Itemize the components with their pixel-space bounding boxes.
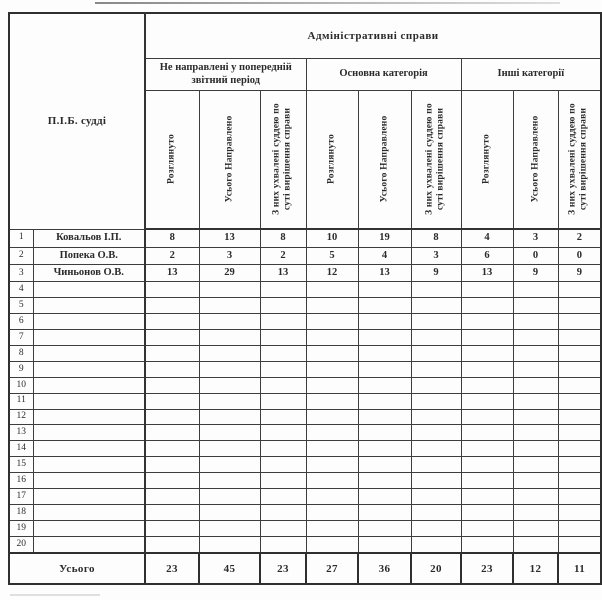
cell-value: 29 (199, 265, 260, 282)
cell-value (358, 441, 411, 457)
table-row (9, 330, 601, 346)
cell-value (411, 314, 461, 330)
cell-value (411, 504, 461, 520)
cell-value (306, 346, 358, 362)
vertical-label: Усього Направлено (378, 115, 389, 203)
total-value: 20 (411, 553, 461, 584)
cell-value: 0 (558, 247, 601, 264)
cell-value (513, 425, 558, 441)
cell-value (260, 298, 306, 314)
cell-value (358, 457, 411, 473)
total-value: 36 (358, 553, 411, 584)
cell-value (306, 282, 358, 298)
table-row (9, 265, 601, 282)
cell-value (461, 425, 513, 441)
table-row (9, 489, 601, 505)
cell-value (145, 489, 199, 505)
cell-value (513, 473, 558, 489)
cell-value (461, 536, 513, 553)
table-row (9, 473, 601, 489)
cell-value (411, 425, 461, 441)
judge-name: Попека О.В. (33, 247, 145, 264)
vertical-label: З них ухвалені суддею по суті вирішення справи (271, 103, 294, 216)
cell-value (513, 409, 558, 425)
cell-value (260, 377, 306, 393)
cell-value: 13 (461, 265, 513, 282)
judge-name (33, 425, 145, 441)
cell-value (558, 457, 601, 473)
cell-value (461, 441, 513, 457)
cell-value (145, 314, 199, 330)
cell-value: 9 (513, 265, 558, 282)
cell-value (145, 425, 199, 441)
cell-value (306, 504, 358, 520)
cell-value (145, 377, 199, 393)
cell-value (145, 298, 199, 314)
cell-value (461, 409, 513, 425)
cell-value (306, 298, 358, 314)
cell-value: 10 (306, 229, 358, 247)
cell-value (461, 314, 513, 330)
total-value: 11 (558, 553, 601, 584)
cell-value (411, 298, 461, 314)
row-number: 1 (9, 229, 33, 247)
table-body (9, 229, 601, 553)
cell-value (411, 282, 461, 298)
cell-value (513, 536, 558, 553)
cell-value: 19 (358, 229, 411, 247)
cell-value (558, 441, 601, 457)
cell-value: 13 (358, 265, 411, 282)
cell-value (513, 520, 558, 536)
cell-value (558, 409, 601, 425)
table-row (9, 457, 601, 473)
cell-value (558, 536, 601, 553)
cell-value: 6 (461, 247, 513, 264)
cell-value: 3 (199, 247, 260, 264)
cell-value (199, 425, 260, 441)
cell-value (306, 457, 358, 473)
row-number: 3 (9, 265, 33, 282)
table-row (9, 361, 601, 377)
cell-value (145, 282, 199, 298)
table-row (9, 441, 601, 457)
cell-value: 9 (411, 265, 461, 282)
judge-name (33, 298, 145, 314)
judge-name (33, 536, 145, 553)
scan-artifact-line-top (95, 2, 560, 4)
cell-value (411, 457, 461, 473)
cell-value (411, 361, 461, 377)
total-value: 23 (461, 553, 513, 584)
cell-value (199, 536, 260, 553)
cell-value: 2 (145, 247, 199, 264)
judge-name (33, 409, 145, 425)
row-number: 8 (9, 346, 33, 362)
cell-value (461, 393, 513, 409)
judge-name (33, 393, 145, 409)
cell-value (260, 489, 306, 505)
cell-value (260, 457, 306, 473)
vertical-label: Усього Направлено (223, 115, 234, 203)
cell-value (461, 346, 513, 362)
cell-value: 13 (145, 265, 199, 282)
row-number: 11 (9, 393, 33, 409)
cell-value (513, 504, 558, 520)
group-header-not-sent-previous-period: Не направлені у попередній звітний період (145, 58, 306, 90)
cell-value (358, 409, 411, 425)
table-row (9, 536, 601, 553)
cell-value (558, 314, 601, 330)
cell-value (358, 489, 411, 505)
cell-value (199, 346, 260, 362)
row-number: 10 (9, 377, 33, 393)
cell-value (461, 489, 513, 505)
cell-value (461, 377, 513, 393)
cell-value (199, 473, 260, 489)
cell-value (145, 504, 199, 520)
table-row (9, 229, 601, 247)
cell-value (461, 330, 513, 346)
subcolumn-header-considered-3 (461, 90, 513, 229)
cell-value (558, 330, 601, 346)
cell-value: 9 (558, 265, 601, 282)
cell-value (199, 520, 260, 536)
group-header-main-category: Основна категорія (306, 58, 461, 90)
cell-value (358, 393, 411, 409)
cell-value (306, 314, 358, 330)
cell-value (358, 346, 411, 362)
subcolumn-header-ruled-by-judge-2 (411, 90, 461, 229)
row-number: 16 (9, 473, 33, 489)
cell-value (199, 377, 260, 393)
subcolumn-header-ruled-by-judge-1 (260, 90, 306, 229)
table-row (9, 520, 601, 536)
cell-value (411, 409, 461, 425)
judge-name (33, 504, 145, 520)
subcolumn-header-ruled-by-judge-3 (558, 90, 601, 229)
cell-value (260, 361, 306, 377)
subcolumn-header-considered-1 (145, 90, 199, 229)
cell-value (199, 314, 260, 330)
cell-value (306, 393, 358, 409)
table-row (9, 425, 601, 441)
cell-value (199, 409, 260, 425)
cell-value (358, 282, 411, 298)
cell-value (558, 473, 601, 489)
cell-value (306, 441, 358, 457)
cell-value (145, 457, 199, 473)
row-number: 17 (9, 489, 33, 505)
cell-value (411, 377, 461, 393)
cell-value (145, 409, 199, 425)
row-number: 20 (9, 536, 33, 553)
cell-value (513, 346, 558, 362)
cell-value (558, 298, 601, 314)
cell-value (145, 346, 199, 362)
cell-value (411, 473, 461, 489)
table-row (9, 504, 601, 520)
cell-value (260, 393, 306, 409)
cell-value (558, 425, 601, 441)
cell-value (199, 361, 260, 377)
vertical-label: Розглянуто (481, 134, 492, 185)
vertical-label: Розглянуто (326, 134, 337, 185)
cell-value: 12 (306, 265, 358, 282)
table-row (9, 314, 601, 330)
vertical-label: Розглянуто (166, 134, 177, 185)
table-row (9, 298, 601, 314)
cell-value (199, 282, 260, 298)
scan-artifact-line-bottom (10, 594, 100, 596)
cell-value (461, 298, 513, 314)
cell-value: 2 (558, 229, 601, 247)
cell-value (358, 314, 411, 330)
total-value: 23 (260, 553, 306, 584)
judge-name (33, 361, 145, 377)
judge-name (33, 282, 145, 298)
cell-value (461, 520, 513, 536)
row-number: 2 (9, 247, 33, 264)
table-row (9, 409, 601, 425)
table-row (9, 393, 601, 409)
cell-value (306, 425, 358, 441)
cell-value: 13 (199, 229, 260, 247)
cell-value (306, 361, 358, 377)
cell-value (358, 504, 411, 520)
total-value: 45 (199, 553, 260, 584)
cell-value (260, 504, 306, 520)
cell-value: 0 (513, 247, 558, 264)
vertical-label: З них ухвалені суддею по суті вирішення справи (424, 103, 447, 216)
cell-value (461, 361, 513, 377)
vertical-label: Усього Направлено (529, 115, 540, 203)
totals-row (9, 553, 601, 584)
cell-value (411, 441, 461, 457)
cell-value (260, 330, 306, 346)
judge-name (33, 330, 145, 346)
cell-value (513, 457, 558, 473)
cell-value (461, 457, 513, 473)
cell-value (461, 473, 513, 489)
cell-value (199, 489, 260, 505)
row-number: 9 (9, 361, 33, 377)
cell-value (145, 520, 199, 536)
cell-value (558, 377, 601, 393)
cell-value (411, 346, 461, 362)
total-value: 23 (145, 553, 199, 584)
table-title: Адміністративні справи (145, 13, 601, 58)
cell-value (558, 361, 601, 377)
judge-name-column-header: П.І.Б. судді (9, 13, 145, 229)
cell-value: 13 (260, 265, 306, 282)
cell-value (260, 520, 306, 536)
cell-value (558, 346, 601, 362)
cell-value (306, 409, 358, 425)
row-number: 18 (9, 504, 33, 520)
cell-value (358, 536, 411, 553)
cell-value: 3 (513, 229, 558, 247)
cell-value (358, 330, 411, 346)
group-header-other-categories: Інші категорії (461, 58, 601, 90)
cell-value (199, 457, 260, 473)
cell-value (513, 489, 558, 505)
cell-value (260, 536, 306, 553)
judge-name (33, 489, 145, 505)
judge-name: Чиньонов О.В. (33, 265, 145, 282)
cell-value: 8 (411, 229, 461, 247)
cell-value (411, 520, 461, 536)
cell-value (199, 504, 260, 520)
cell-value (306, 536, 358, 553)
row-number: 13 (9, 425, 33, 441)
cell-value (260, 473, 306, 489)
cell-value (411, 489, 461, 505)
cell-value (558, 504, 601, 520)
cell-value (513, 282, 558, 298)
cell-value (461, 282, 513, 298)
subcolumn-header-total-sent-2 (358, 90, 411, 229)
cell-value (358, 298, 411, 314)
judge-name (33, 441, 145, 457)
row-number: 5 (9, 298, 33, 314)
cell-value (306, 330, 358, 346)
cell-value (558, 282, 601, 298)
cell-value (260, 346, 306, 362)
cell-value (199, 330, 260, 346)
cell-value (260, 425, 306, 441)
header-row-title (9, 13, 601, 58)
table-row (9, 377, 601, 393)
cell-value (358, 377, 411, 393)
cell-value (145, 330, 199, 346)
cell-value (513, 441, 558, 457)
cell-value (513, 361, 558, 377)
cell-value: 8 (260, 229, 306, 247)
cell-value (513, 314, 558, 330)
cell-value (145, 393, 199, 409)
table-row (9, 247, 601, 264)
administrative-cases-table (8, 12, 602, 585)
cell-value (145, 473, 199, 489)
cell-value (358, 361, 411, 377)
cell-value (145, 441, 199, 457)
cell-value: 4 (358, 247, 411, 264)
row-number: 6 (9, 314, 33, 330)
judge-name (33, 314, 145, 330)
cell-value (260, 282, 306, 298)
cell-value (558, 393, 601, 409)
cell-value (558, 520, 601, 536)
judge-name (33, 473, 145, 489)
cell-value (513, 330, 558, 346)
table-row (9, 282, 601, 298)
totals-label: Усього (9, 553, 145, 584)
cell-value (411, 330, 461, 346)
row-number: 4 (9, 282, 33, 298)
cell-value (358, 520, 411, 536)
subcolumn-header-total-sent-1 (199, 90, 260, 229)
cell-value (260, 409, 306, 425)
table-row (9, 346, 601, 362)
cell-value (461, 504, 513, 520)
cell-value (411, 393, 461, 409)
total-value: 27 (306, 553, 358, 584)
judge-name (33, 346, 145, 362)
cell-value (358, 473, 411, 489)
row-number: 12 (9, 409, 33, 425)
cell-value (558, 489, 601, 505)
cell-value (199, 298, 260, 314)
cell-value: 8 (145, 229, 199, 247)
cell-value (306, 377, 358, 393)
cell-value (260, 441, 306, 457)
cell-value (513, 393, 558, 409)
cell-value (358, 425, 411, 441)
cell-value: 5 (306, 247, 358, 264)
cell-value (306, 489, 358, 505)
judge-name (33, 520, 145, 536)
cell-value: 3 (411, 247, 461, 264)
cell-value (513, 377, 558, 393)
judge-name (33, 377, 145, 393)
row-number: 15 (9, 457, 33, 473)
cell-value (145, 361, 199, 377)
cell-value (411, 536, 461, 553)
cell-value (260, 314, 306, 330)
row-number: 7 (9, 330, 33, 346)
row-number: 14 (9, 441, 33, 457)
cell-value: 4 (461, 229, 513, 247)
cell-value (306, 520, 358, 536)
judge-name: Ковальов І.П. (33, 229, 145, 247)
subcolumn-header-total-sent-3 (513, 90, 558, 229)
vertical-label: З них ухвалені суддею по суті вирішення справи (567, 103, 590, 216)
cell-value (306, 473, 358, 489)
row-number: 19 (9, 520, 33, 536)
subcolumn-header-considered-2 (306, 90, 358, 229)
judge-name (33, 457, 145, 473)
total-value: 12 (513, 553, 558, 584)
cell-value (199, 441, 260, 457)
cell-value (513, 298, 558, 314)
cell-value (199, 393, 260, 409)
cell-value: 2 (260, 247, 306, 264)
cell-value (145, 536, 199, 553)
